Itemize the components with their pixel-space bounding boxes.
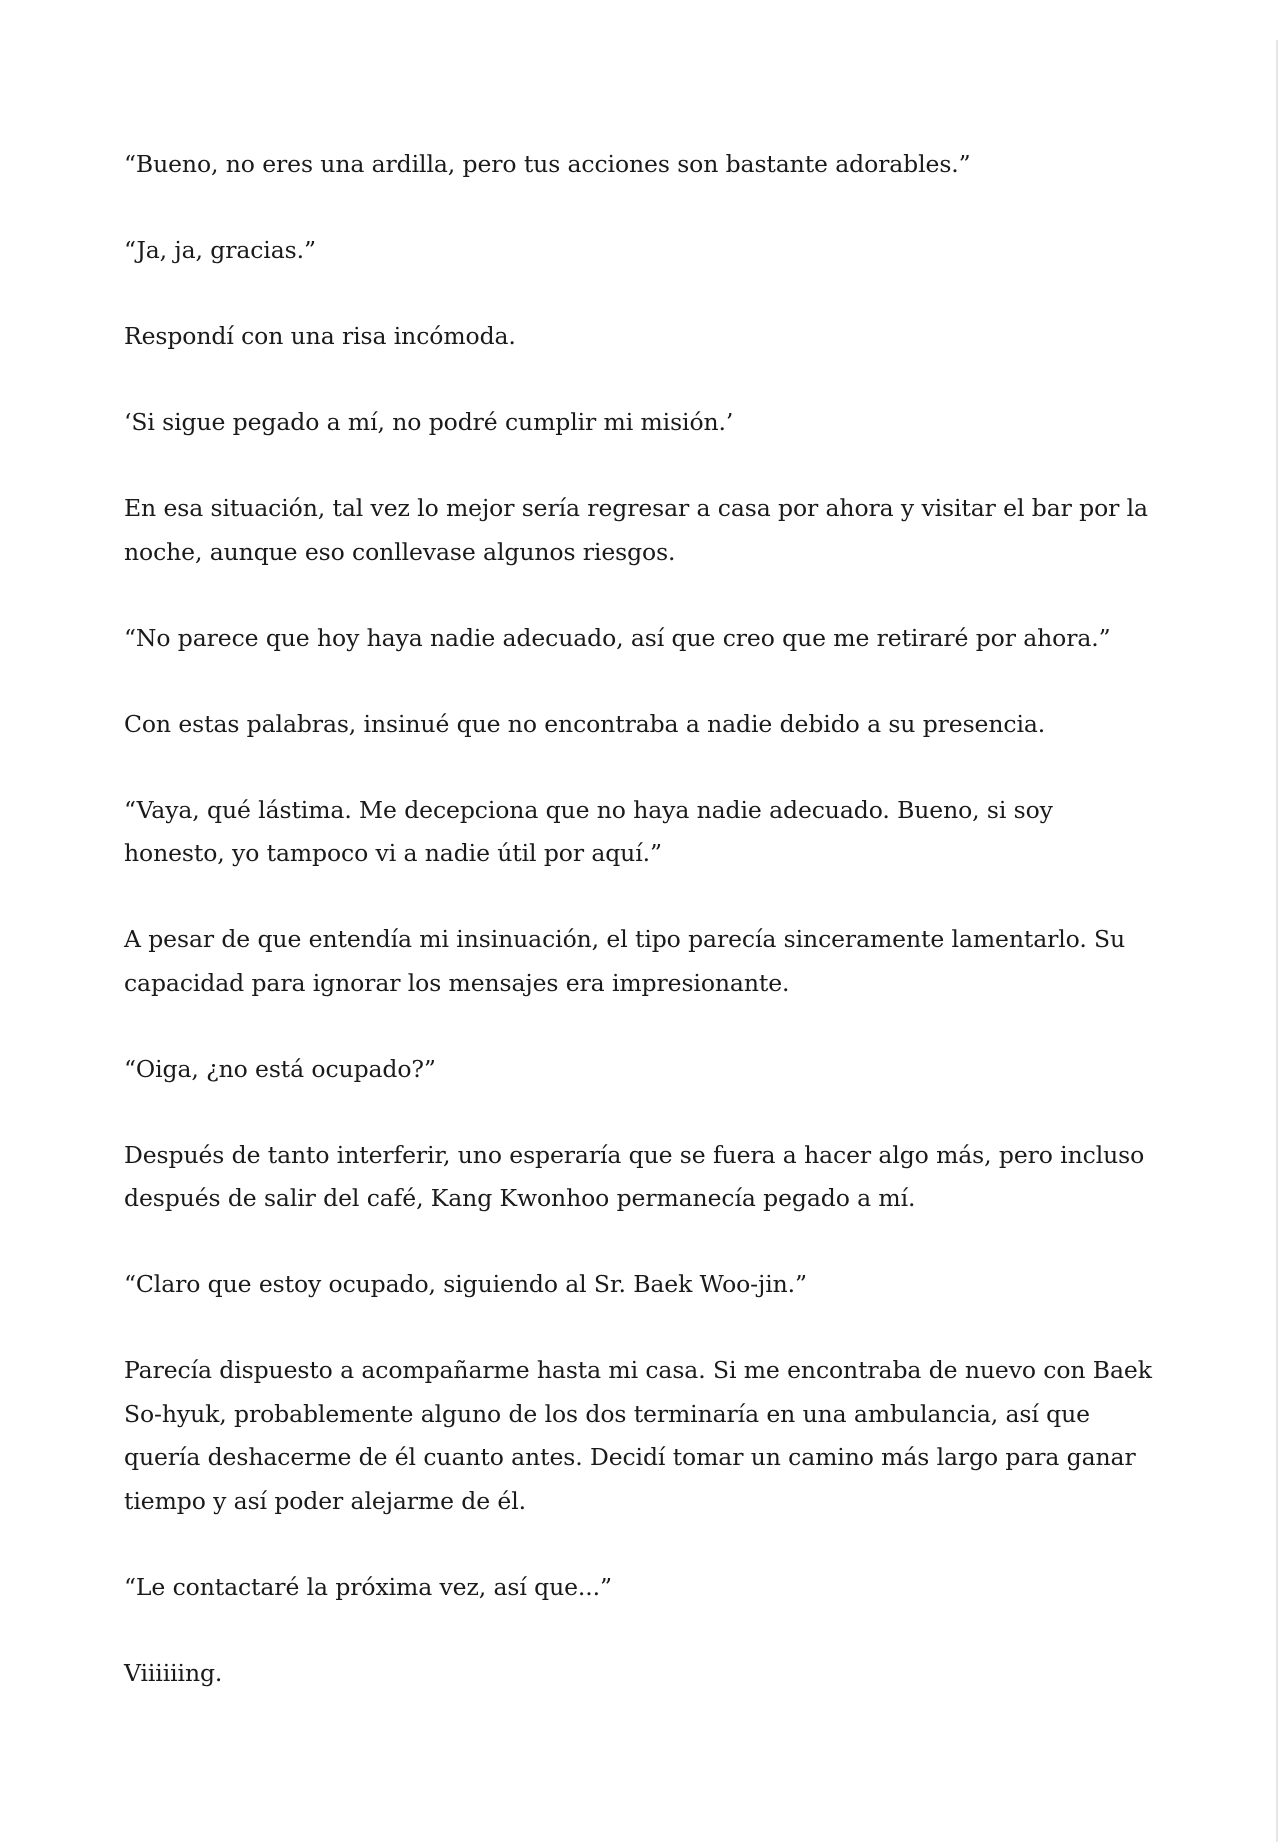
document-body bbox=[124, 143, 1160, 1738]
paragraph-dialogue: “Bueno, no eres una ardilla, pero tus acciones son bastante adorables.” bbox=[124, 150, 971, 178]
paragraph-narration: Después de tanto interferir, uno esperaría que se fuera a hacer algo más, pero incluso después de salir del café, Kang Kwonhoo permanecía pegado a mí. bbox=[124, 1140, 1145, 1212]
paragraph-dialogue: “Oiga, ¿no está ocupado?” bbox=[124, 1054, 436, 1083]
paragraph-narration: En esa situación, tal vez lo mejor sería regresar a casa por ahora y visitar el bar por la noche, aunque eso conllevase algunos riesgos. bbox=[124, 494, 1148, 566]
paragraph-dialogue: “Vaya, qué lástima. Me decepciona que no haya nadie adecuado. Bueno, si soy honesto, yo tampoco vi a nadie útil por aquí.” bbox=[124, 795, 1053, 867]
paragraph-narration: Parecía dispuesto a acompañarme hasta mi casa. Si me encontraba de nuevo con Baek So-hyuk, probablemente alguno de los dos terminaría en una ambulancia, así que quería deshacerme de él cuanto antes. Decidí tomar un camino más largo para ganar tiempo y así poder alejarme de él. bbox=[124, 1356, 1152, 1515]
paragraph-dialogue: “Ja, ja, gracias.” bbox=[124, 236, 316, 264]
paragraph-dialogue: “Le contactaré la próxima vez, así que...” bbox=[124, 1572, 612, 1601]
paragraph-narration: Con estas palabras, insinué que no encontraba a nadie debido a su presencia. bbox=[124, 709, 1046, 738]
paragraph-narration: Respondí con una risa incómoda. bbox=[124, 322, 516, 350]
paragraph-thought: ‘Si sigue pegado a mí, no podré cumplir mi misión.’ bbox=[124, 408, 734, 436]
paragraph-narration: A pesar de que entendía mi insinuación, el tipo parecía sinceramente lamentarlo. Su capacidad para ignorar los mensajes era impresionante. bbox=[124, 925, 1126, 997]
scrollbar-edge[interactable] bbox=[1276, 40, 1278, 1842]
paragraph-dialogue: “Claro que estoy ocupado, siguiendo al Sr. Baek Woo-jin.” bbox=[124, 1270, 807, 1298]
paragraph-sound-effect: Viiiiiing. bbox=[124, 1658, 223, 1687]
paragraph-dialogue: “No parece que hoy haya nadie adecuado, así que creo que me retiraré por ahora.” bbox=[124, 623, 1111, 652]
